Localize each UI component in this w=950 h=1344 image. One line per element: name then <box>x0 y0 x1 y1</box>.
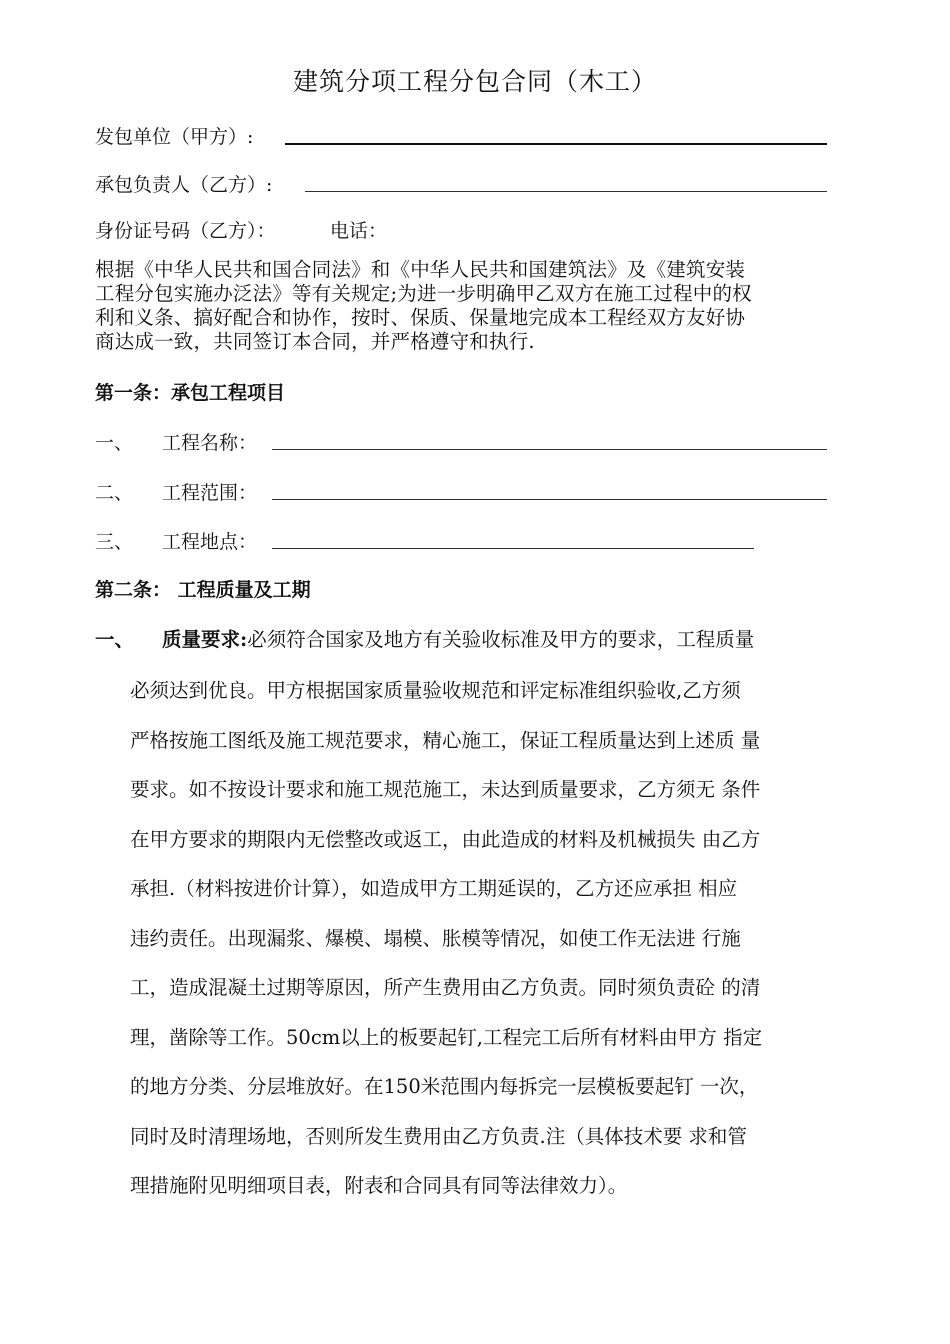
intro-line: 根据《中华人民共和国合同法》和《中华人民共和国建筑法》及《建筑安装 <box>95 258 746 281</box>
quality-text: 必须符合国家及地方有关验收标准及甲方的要求，工程质量 <box>247 628 755 651</box>
quality-line: 在甲方要求的期限内无偿整改或返工，由此造成的材料及机械损失 由乙方 <box>130 828 761 851</box>
quality-line: 理，凿除等工作。50cm以上的板要起钉,工程完工后所有材料由甲方 指定 <box>130 1026 763 1049</box>
intro-line: 利和义条、搞好配合和协作，按时、保质、保量地完成本工程经双方友好协 <box>95 306 746 329</box>
contractor-label: 发包单位（甲方）: <box>95 126 254 148</box>
quality-label: 质量要求: <box>162 628 248 651</box>
quality-line: 的地方分类、分层堆放好。在150米范围内每拆完一层模板要起钉 一次， <box>130 1075 759 1098</box>
article2-heading: 第二条： 工程质量及工期 <box>95 579 311 601</box>
item-number: 三、 <box>95 531 134 553</box>
contractor-blank[interactable] <box>285 143 827 145</box>
subcontractor-label: 承包负责人（乙方）: <box>95 174 273 196</box>
quality-line: 严格按施工图纸及施工规范要求，精心施工，保证工程质量达到上述质 量 <box>130 729 761 752</box>
project-location-label: 工程地点： <box>162 531 258 553</box>
quality-line: 工，造成混凝土过期等原因，所产生费用由乙方负责。同时须负责砼 的清 <box>130 976 761 999</box>
project-scope-label: 工程范围： <box>162 482 258 504</box>
item-number: 一、 <box>95 432 134 454</box>
project-name-blank[interactable] <box>272 449 827 450</box>
quality-line <box>162 624 754 652</box>
quality-line: 要求。如不按设计要求和施工规范施工，未达到质量要求，乙方须无 条件 <box>130 778 761 801</box>
project-location-blank[interactable] <box>272 548 754 549</box>
id-number-label: 身份证号码（乙方）： <box>95 220 276 242</box>
item-number: 一、 <box>95 628 135 651</box>
quality-line: 承担.（材料按进价计算），如造成甲方工期延误的，乙方还应承担 相应 <box>130 877 738 900</box>
subcontractor-blank[interactable] <box>305 191 827 192</box>
article1-heading: 第一条：承包工程项目 <box>95 382 286 404</box>
quality-line: 理措施附见明细项目表，附表和合同具有同等法律效力）。 <box>130 1174 628 1197</box>
project-name-label: 工程名称： <box>162 432 258 454</box>
intro-line: 工程分包实施办泛法》等有关规定;为进一步明确甲乙双方在施工过程中的权 <box>95 282 752 305</box>
project-scope-blank[interactable] <box>272 499 827 500</box>
quality-line: 违约责任。出现漏浆、爆模、塌模、胀模等情况，如使工作无法进 行施 <box>130 927 741 950</box>
intro-paragraph <box>95 258 865 354</box>
quality-line: 同时及时清理场地，否则所发生费用由乙方负责.注（具体技术要 求和管 <box>130 1125 747 1148</box>
document-title: 建筑分项工程分包合同（木工） <box>292 67 657 96</box>
item-number: 二、 <box>95 482 134 504</box>
phone-label: 电话： <box>330 220 388 242</box>
quality-line: 必须达到优良。甲方根据国家质量验收规范和评定标准组织验收,乙方须 <box>130 679 741 702</box>
intro-line: 商达成一致，共同签订本合同，并严格遵守和执行. <box>95 330 535 353</box>
